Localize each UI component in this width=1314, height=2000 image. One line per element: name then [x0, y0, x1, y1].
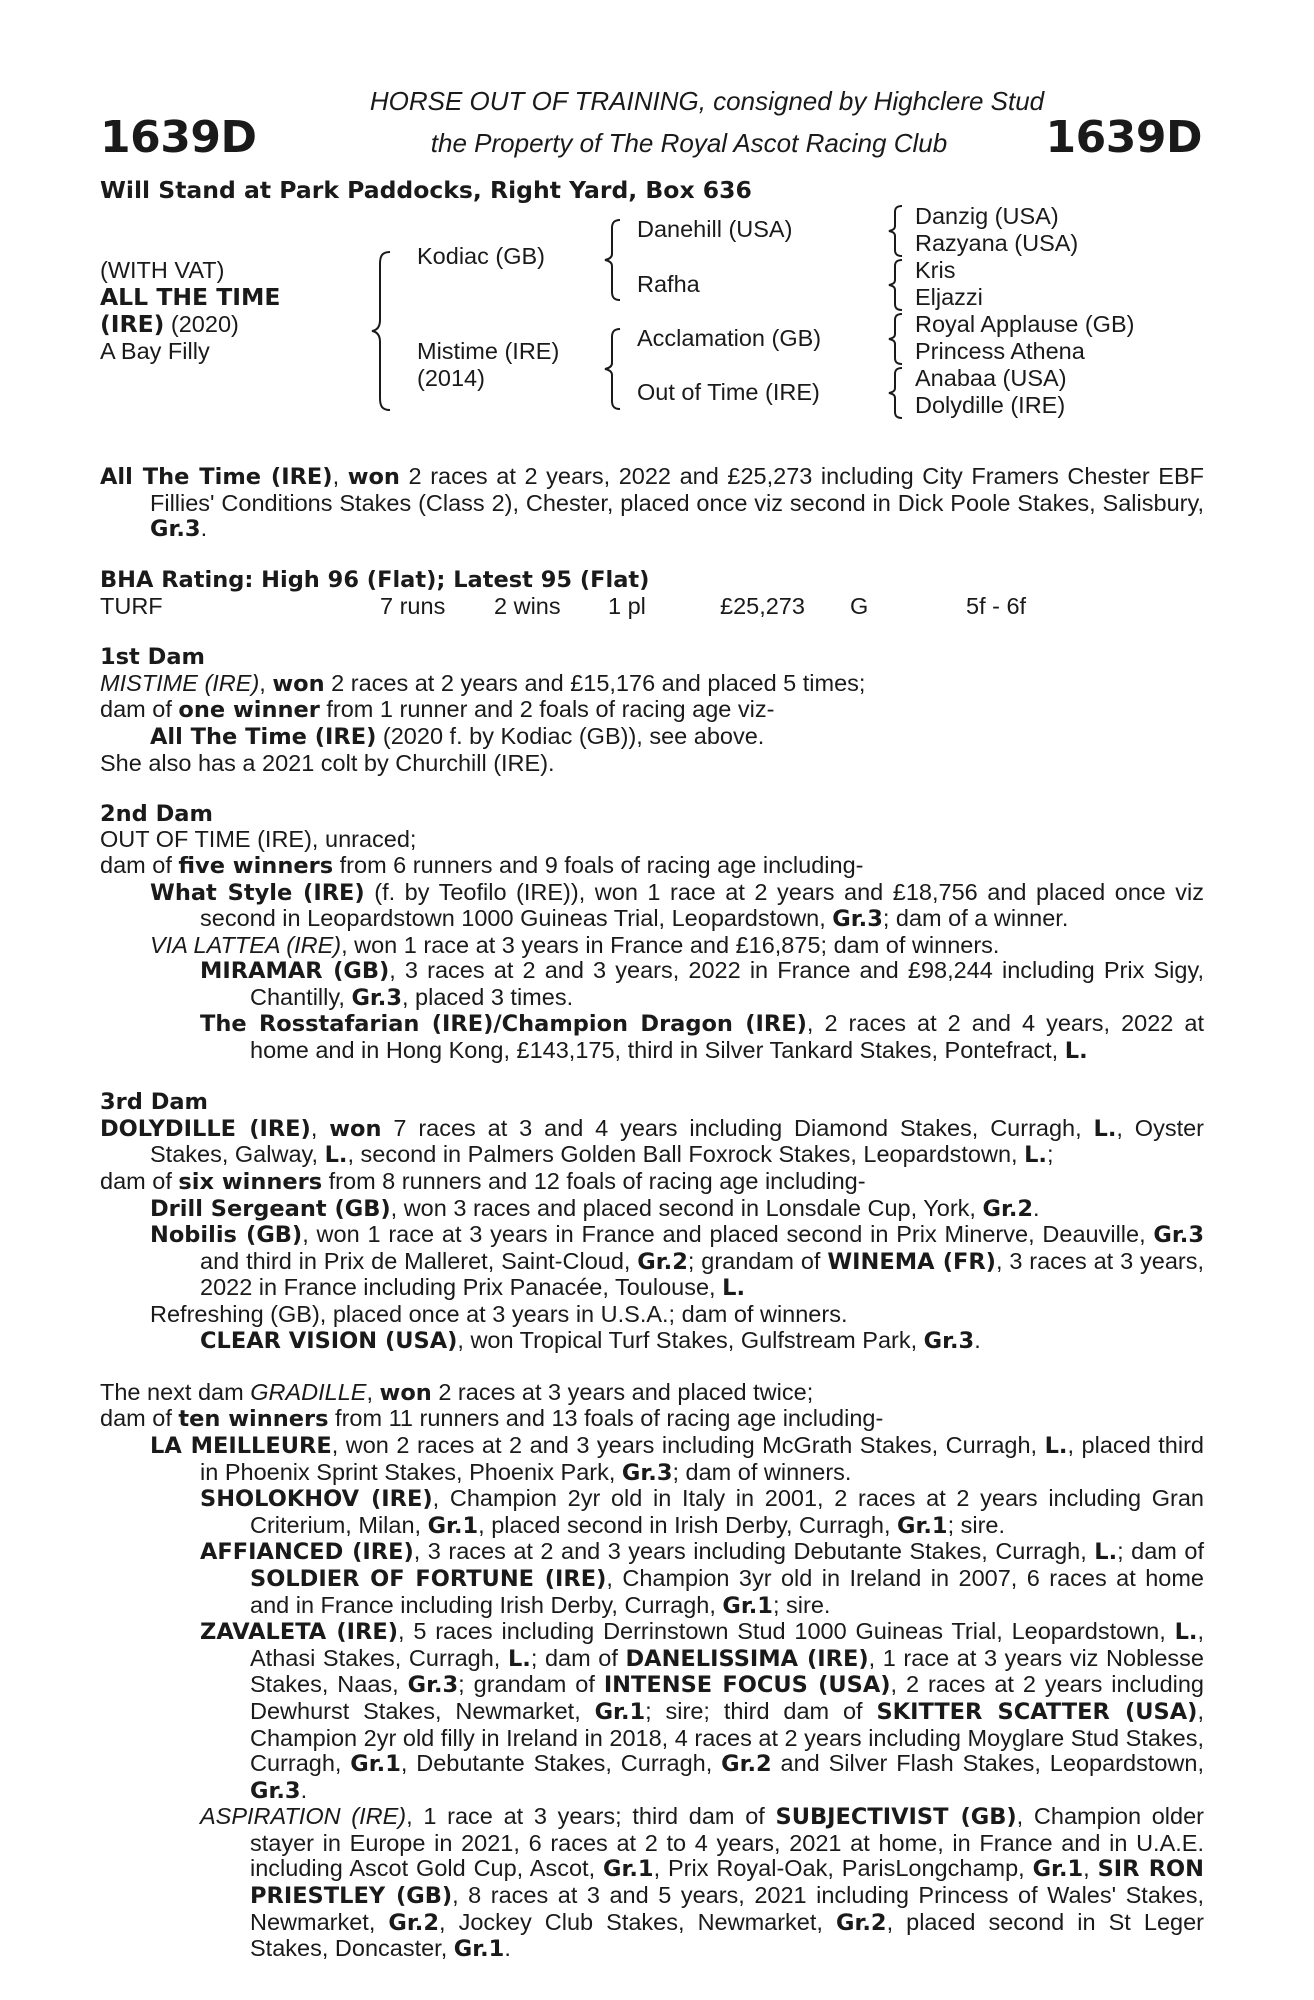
fourth-dam-grandson-1: SHOLOKHOV (IRE), Champion 2yr old in Italy in 2001, 2 races at 2 years including Gran Criterium, Milan, Gr.1, placed second in Irish Derby, Curragh, Gr.1; sire. — [200, 1485, 1205, 1539]
property-line: the Property of The Royal Ascot Racing Club — [430, 128, 948, 158]
horse-description: A Bay Filly — [100, 338, 210, 364]
consignor-line: HORSE OUT OF TRAINING, consigned by Highclere Stud — [369, 86, 1045, 116]
horse-summary: All The Time (IRE), won 2 races at 2 years, 2022 and £25,273 including City Framers Chester EBF Fillies' Conditions Stakes (Class 2), Chester, placed once viz second in Dick Poole Stakes, Salisbury, Gr.3. — [100, 463, 1204, 543]
fourth-dam-grandson-3: ZAVALETA (IRE), 5 races including Derrinstown Stud 1000 Guineas Trial, Leopardstown, L., Athasi Stakes, Curragh, L.; dam of DANELISSIMA (IRE), 1 race at 3 years viz Noblesse Stakes, Naas, Gr.3; grandam of INTENSE FOCUS (USA), 2 races at 2 years including Dewhurst Stakes, Newmarket, Gr.1; sire; third dam of SKITTER SCATTER (USA), Champion 2yr old filly in Ireland in 2018, 4 races at 2 years including Moyglare Stud Stakes, Curragh, Gr.1, Debutante Stakes, Curragh, Gr.2 and Silver Flash Stakes, Leopardstown, Gr.3. — [200, 1618, 1205, 1804]
fourth-dam-text: The next dam GRADILLE, won 2 races at 3 years and placed twice; — [100, 1378, 814, 1406]
second-dam-produce-intro: dam of five winners from 6 runners and 9 foals of racing age including- — [100, 851, 864, 879]
gen3-6: Princess Athena — [915, 338, 1085, 364]
first-dam-produce: All The Time (IRE) (2020 f. by Kodiac (GB)), see above. — [150, 722, 765, 750]
dam-dam: Out of Time (IRE) — [637, 379, 820, 405]
horse-origin — [100, 311, 239, 338]
turf-earnings: £25,273 — [720, 592, 805, 619]
gen3-5: Royal Applause (GB) — [915, 311, 1135, 337]
brace-gen2-top — [602, 218, 626, 302]
brace-gen2-bottom — [602, 327, 626, 411]
first-dam-heading: 1st Dam — [100, 644, 205, 671]
brace-gen3-3 — [886, 312, 908, 366]
third-dam-grandson-1: CLEAR VISION (USA), won Tropical Turf Stakes, Gulfstream Park, Gr.3. — [200, 1326, 981, 1354]
dam: Mistime (IRE) — [417, 338, 560, 364]
stand-location: Will Stand at Park Paddocks, Right Yard, Box 636 — [100, 176, 752, 204]
gen3-2: Razyana (USA) — [915, 230, 1079, 256]
lot-number-right: 1639D — [1045, 112, 1202, 163]
turf-runs: 7 runs — [380, 592, 446, 619]
fourth-dam-produce-intro: dam of ten winners from 11 runners and 13 foals of racing age including- — [100, 1405, 884, 1433]
second-dam-grandson-1: MIRAMAR (GB), 3 races at 2 and 3 years, 2022 in France and £98,244 including Prix Sigy, Chantilly, Gr.3, placed 3 times. — [200, 957, 1204, 1011]
third-dam-produce-1: Drill Sergeant (GB), won 3 races and placed second in Lonsdale Cup, York, Gr.2. — [150, 1194, 1040, 1222]
second-dam-heading: 2nd Dam — [100, 800, 213, 827]
third-dam-produce-2: Nobilis (GB), won 1 race at 3 years in France and placed second in Prix Minerve, Deauville, Gr.3 and third in Prix de Malleret, Saint-Cloud, Gr.2; grandam of WINEMA (FR), 3 races at 3 years, 2022 in France including Prix Panacée, Toulouse, L. — [150, 1221, 1204, 1302]
third-dam-produce-3: Refreshing (GB), placed once at 3 years in U.S.A.; dam of winners. — [150, 1301, 848, 1327]
first-dam-note: She also has a 2021 colt by Churchill (IRE). — [100, 749, 555, 776]
brace-gen1 — [370, 250, 400, 412]
third-dam-produce-intro: dam of six winners from 8 runners and 12 foals of racing age including- — [100, 1168, 866, 1196]
bha-rating: BHA Rating: High 96 (Flat); Latest 95 (Flat) — [100, 567, 650, 594]
fourth-dam-grandson-4: ASPIRATION (IRE), 1 race at 3 years; third dam of SUBJECTIVIST (GB), Champion older stayer in Europe in 2021, 6 races at 2 to 4 years, 2021 at home, in France and in U.A.E. including Ascot Gold Cup, Ascot, Gr.1, Prix Royal-Oak, ParisLongchamp, Gr.1, SIR RON PRIESTLEY (GB), 8 races at 3 and 5 years, 2021 including Princess of Wales' Stakes, Newmarket, Gr.2, Jockey Club Stakes, Newmarket, Gr.2, placed second in St Leger Stakes, Doncaster, Gr.1. — [200, 1803, 1204, 1963]
second-dam-grandson-2: The Rosstafarian (IRE)/Champion Dragon (IRE), 2 races at 2 and 4 years, 2022 at home and in Hong Kong, £143,175, third in Silver Tankard Stakes, Pontefract, L. — [200, 1010, 1204, 1065]
turf-record — [100, 594, 1204, 620]
third-dam-heading: 3rd Dam — [100, 1089, 208, 1116]
fourth-dam-grandson-2: AFFIANCED (IRE), 3 races at 2 and 3 years including Debutante Stakes, Curragh, L.; dam of SOLDIER OF FORTUNE (IRE), Champion 3yr old in Ireland in 2007, 6 races at home and in France including Irish Derby, Curragh, Gr.1; sire. — [200, 1538, 1204, 1619]
turf-wins: 2 wins — [494, 592, 561, 619]
turf-going: G — [850, 592, 869, 619]
brace-gen3-1 — [886, 204, 908, 258]
horse-country: (IRE) — [100, 310, 165, 338]
brace-gen3-2 — [886, 258, 908, 312]
horse-name: ALL THE TIME — [100, 283, 281, 311]
turf-distance: 5f - 6f — [966, 592, 1027, 619]
turf-placed: 1 pl — [608, 592, 646, 619]
second-dam-produce-1: What Style (IRE) (f. by Teofilo (IRE)), won 1 race at 2 years and £18,756 and placed once viz second in Leopardstown 1000 Guineas Trial, Leopardstown, Gr.3; dam of a winner. — [150, 878, 1204, 933]
first-dam-produce-intro: dam of one winner from 1 runner and 2 foals of racing age viz- — [100, 696, 775, 724]
second-dam-produce-2: VIA LATTEA (IRE), won 1 race at 3 years in France and £16,875; dam of winners. — [150, 931, 1000, 958]
sire: Kodiac (GB) — [417, 243, 545, 269]
fourth-dam-produce-1: LA MEILLEURE, won 2 races at 2 and 3 years including McGrath Stakes, Curragh, L., placed third in Phoenix Sprint Stakes, Phoenix Park, Gr.3; dam of winners. — [150, 1431, 1204, 1486]
vat-note: (WITH VAT) — [100, 257, 225, 283]
sire-sire: Danehill (USA) — [637, 216, 793, 242]
sire-dam: Rafha — [637, 271, 700, 297]
gen3-1: Danzig (USA) — [915, 203, 1059, 229]
gen3-8: Dolydille (IRE) — [915, 392, 1066, 418]
first-dam-text: MISTIME (IRE), won 2 races at 2 years and £15,176 and placed 5 times; — [100, 669, 866, 697]
horse-year: (2020) — [164, 311, 239, 337]
brace-gen3-4 — [886, 366, 908, 420]
third-dam-text: DOLYDILLE (IRE), won 7 races at 3 and 4 years including Diamond Stakes, Curragh, L., Oyster Stakes, Galway, L., second in Palmers Golden Ball Foxrock Stakes, Leopardstown, L.; — [100, 1114, 1205, 1169]
lot-number-left: 1639D — [100, 112, 257, 163]
catalogue-body — [100, 464, 1204, 1963]
turf-surface: TURF — [100, 592, 163, 619]
gen3-7: Anabaa (USA) — [915, 365, 1067, 391]
dam-sire: Acclamation (GB) — [637, 325, 822, 351]
gen3-4: Eljazzi — [915, 284, 983, 310]
dam-year: (2014) — [417, 365, 485, 391]
second-dam-text: OUT OF TIME (IRE), unraced; — [100, 826, 417, 853]
gen3-3: Kris — [915, 257, 956, 283]
